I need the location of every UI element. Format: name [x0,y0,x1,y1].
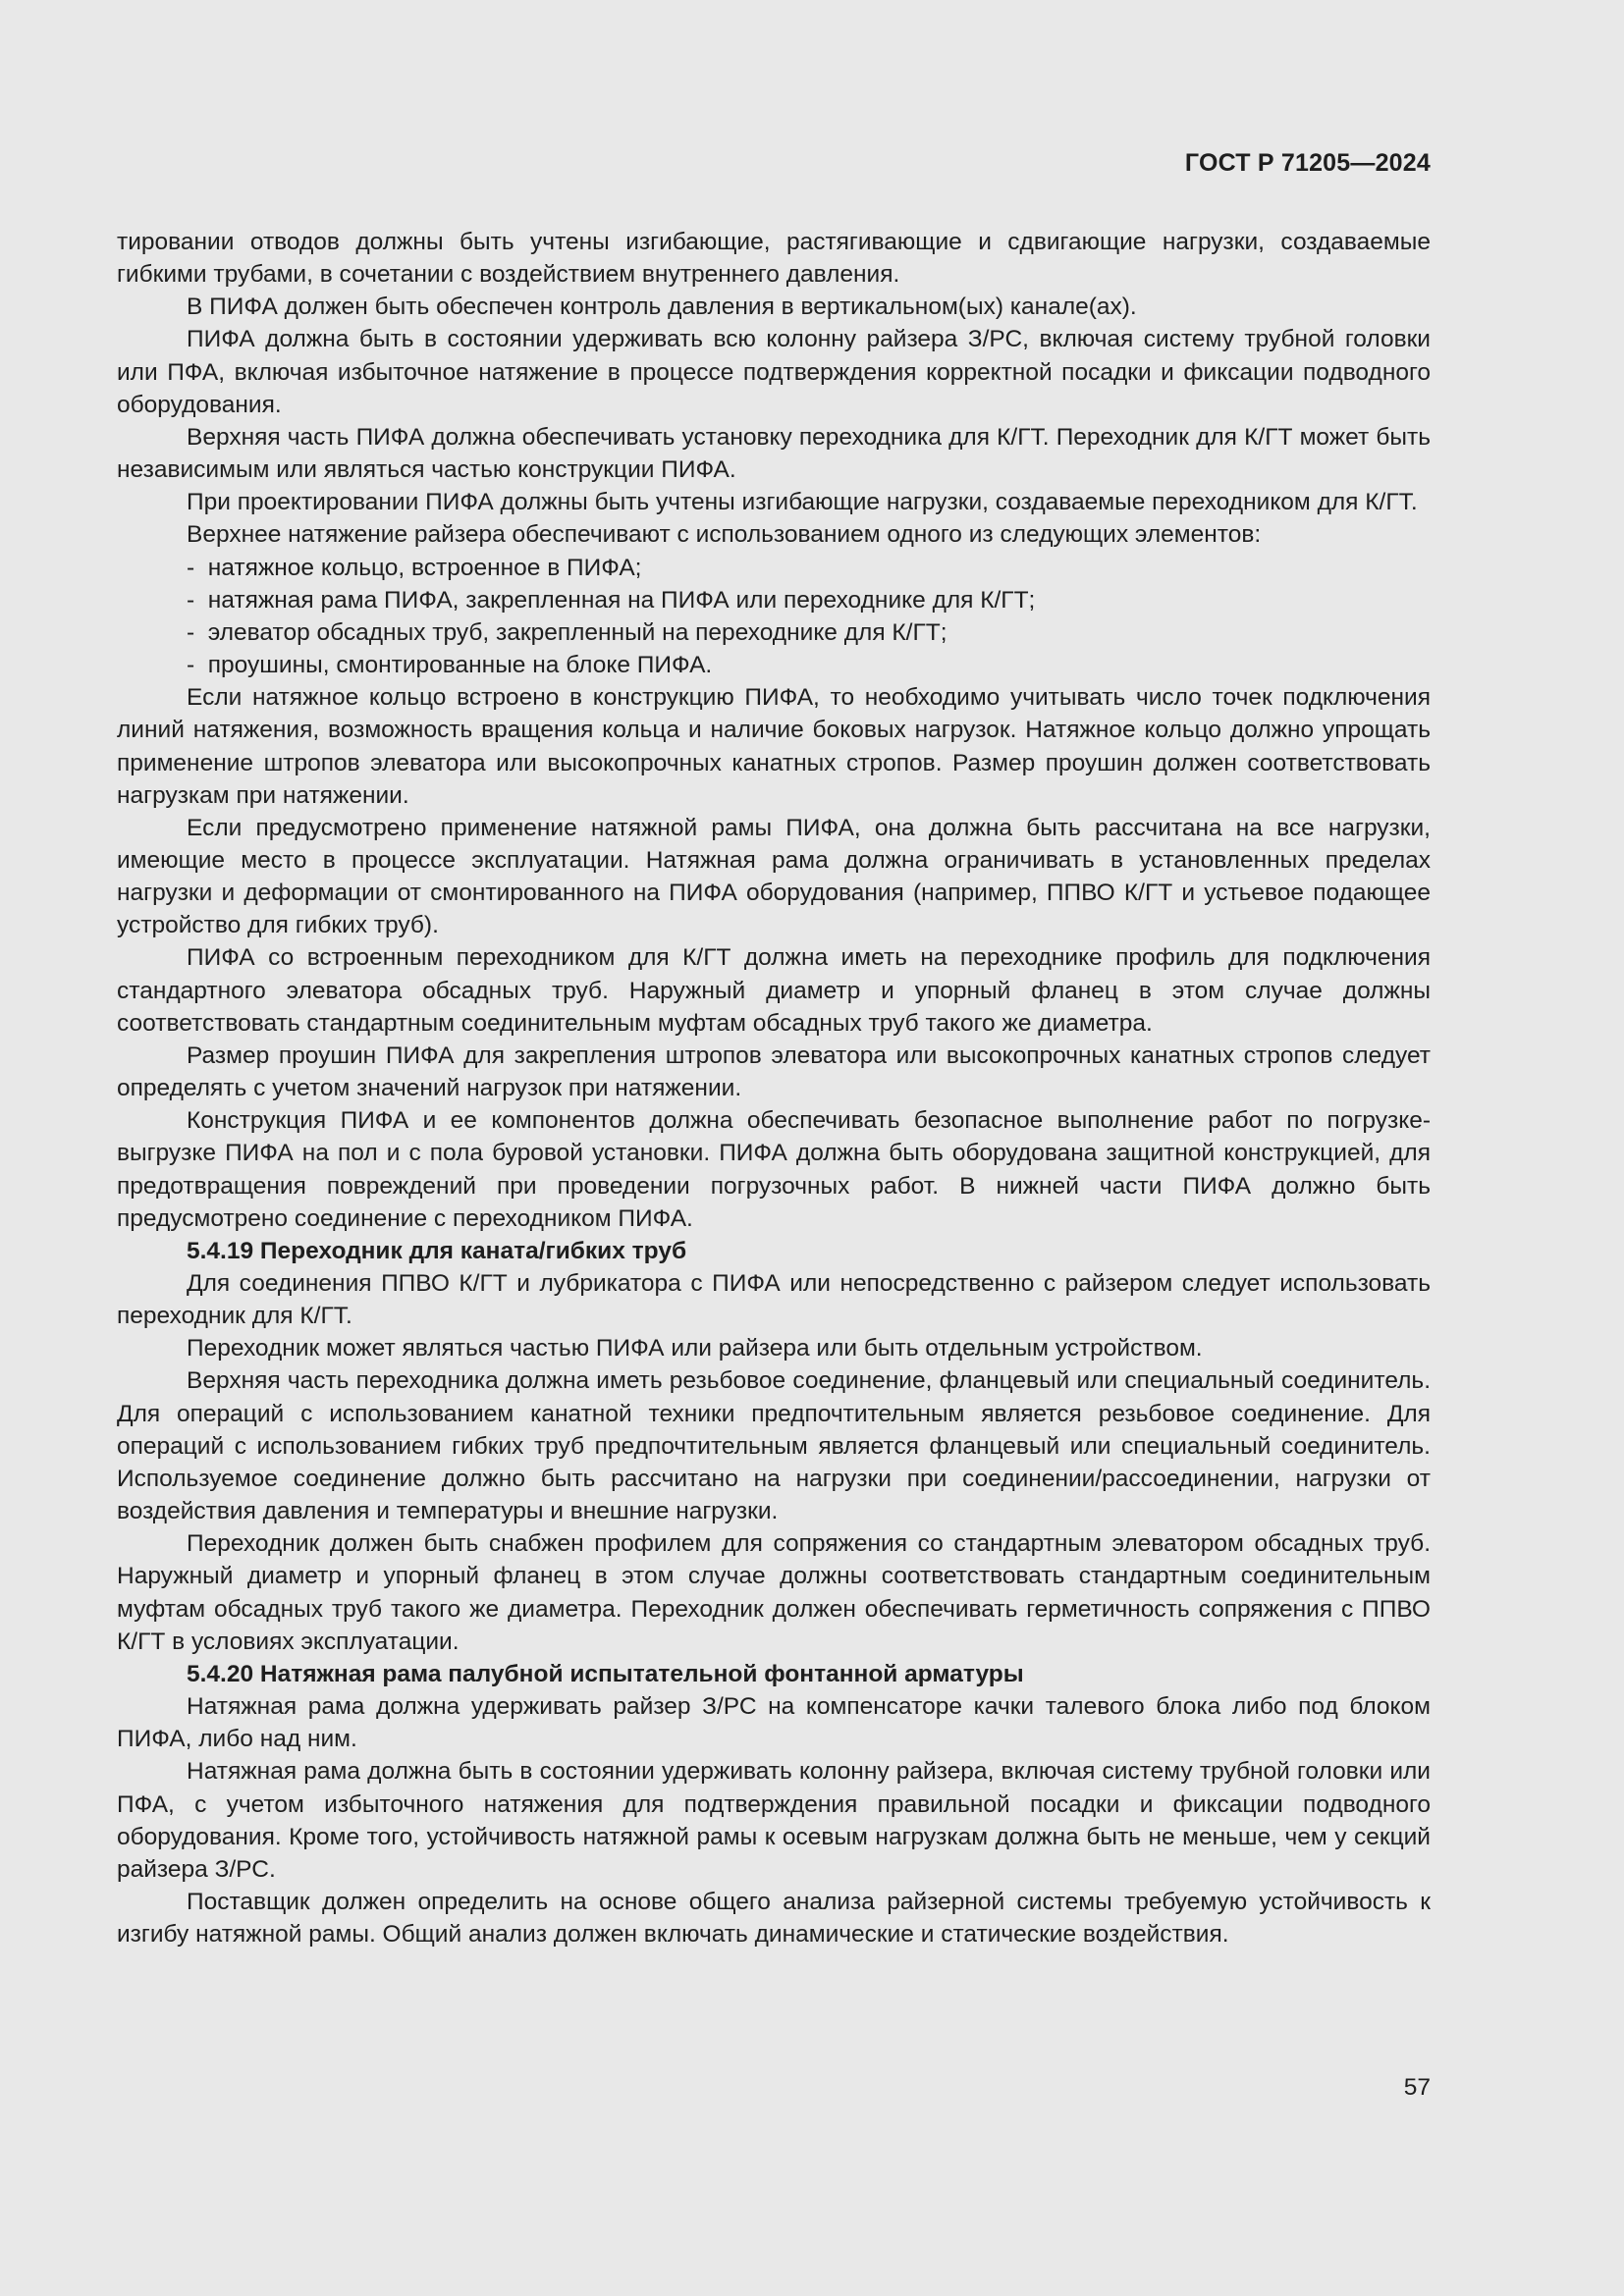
document-body [117,226,1431,1950]
paragraph: Конструкция ПИФА и ее компонентов должна обеспечивать безопасное выполнение работ по погрузке-выгрузке ПИФА на пол и с пола буровой установки. ПИФА должна быть оборудована защитной конструкцией, для предотвращения повреждений при проведении погрузочных работ. В нижней части ПИФА должно быть предусмотрено соединение с переходником ПИФА. [117,1107,1431,1232]
paragraph: Поставщик должен определить на основе общего анализа райзерной системы требуемую устойчивость к изгибу натяжной рамы. Общий анализ должен включать динамические и статические воздействия. [117,1888,1431,1949]
list-item: - натяжная рама ПИФА, закрепленная на ПИФА или переходнике для К/ГТ; [117,584,1431,616]
paragraph: Верхняя часть ПИФА должна обеспечивать установку переходника для К/ГТ. Переходник для К/ГТ может быть независимым или являться частью конструкции ПИФА. [117,423,1431,484]
paragraph: Натяжная рама должна быть в состоянии удерживать колонну райзера, включая систему трубной головки или ПФА, с учетом избыточного натяжения для подтверждения правильной посадки и фиксации подводного оборудования. Кроме того, устойчивость натяжной рамы к осевым нагрузкам должна быть не меньше, чем у секций райзера З/РС. [117,1758,1431,1883]
document-id: ГОСТ Р 71205—2024 [1184,149,1431,177]
list-item: - натяжное кольцо, встроенное в ПИФА; [117,552,1431,584]
paragraph: Если натяжное кольцо встроено в конструкцию ПИФА, то необходимо учитывать число точек подключения линий натяжения, возможность вращения кольца и наличие боковых нагрузок. Натяжное кольцо должно упрощать применение штропов элеватора или высокопрочных канатных стропов. Размер проушин должен соответствовать нагрузкам при натяжении. [117,684,1431,809]
paragraph: Верхнее натяжение райзера обеспечивают с использованием одного из следующих элементов: [187,521,1262,549]
paragraph: Переходник может являться частью ПИФА или райзера или быть отдельным устройством. [187,1335,1203,1362]
paragraph: Натяжная рама должна удерживать райзер З/РС на компенсаторе качки талевого блока либо под блоком ПИФА, либо над ним. [117,1693,1431,1753]
paragraph: Размер проушин ПИФА для закрепления штропов элеватора или высокопрочных канатных стропов следует определять с учетом значений нагрузок при натяжении. [117,1041,1431,1102]
paragraph: Верхняя часть переходника должна иметь резьбовое соединение, фланцевый или специальный соединитель. Для операций с использованием канатной техники предпочтительным является резьбовое соединение. Для операций с использованием гибких труб предпочтительным является фланцевый или специальный соединитель. Используемое соединение должно быть рассчитано на нагрузки при соединении/рассоединении, нагрузки от воздействия давления и температуры и внешние нагрузки. [117,1367,1431,1525]
list-item: - элеватор обсадных труб, закрепленный на переходнике для К/ГТ; [117,616,1431,649]
page-number: 57 [1403,2074,1431,2101]
paragraph: Для соединения ППВО К/ГТ и лубрикатора с ПИФА или непосредственно с райзером следует использовать переходник для К/ГТ. [117,1270,1431,1330]
section-heading: 5.4.19 Переходник для каната/гибких труб [187,1237,687,1264]
paragraph: ПИФА должна быть в состоянии удерживать всю колонну райзера З/РС, включая систему трубной головки или ПФА, включая избыточное натяжение в процессе подтверждения корректной посадки и фиксации подводного оборудования. [117,326,1431,418]
paragraph: ПИФА со встроенным переходником для К/ГТ должна иметь на переходнике профиль для подключения стандартного элеватора обсадных труб. Наружный диаметр и упорный фланец в этом случае должны соответствовать стандартным соединительным муфтам обсадных труб такого же диаметра. [117,944,1431,1037]
paragraph: тировании отводов должны быть учтены изгибающие, растягивающие и сдвигающие нагрузки, создаваемые гибкими трубами, в сочетании с воздействием внутреннего давления. [117,229,1431,289]
list-item: - проушины, смонтированные на блоке ПИФА. [117,649,1431,681]
section-heading: 5.4.20 Натяжная рама палубной испытательной фонтанной арматуры [187,1660,1024,1687]
paragraph: Если предусмотрено применение натяжной рамы ПИФА, она должна быть рассчитана на все нагрузки, имеющие место в процессе эксплуатации. Натяжная рама должна ограничивать в установленных пределах нагрузки и деформации от смонтированного на ПИФА оборудования (например, ППВО К/ГТ и устьевое подающее устройство для гибких труб). [117,814,1431,939]
paragraph: При проектировании ПИФА должны быть учтены изгибающие нагрузки, создаваемые переходником для К/ГТ. [187,489,1418,516]
paragraph: В ПИФА должен быть обеспечен контроль давления в вертикальном(ых) канале(ах). [187,294,1137,321]
paragraph: Переходник должен быть снабжен профилем для сопряжения со стандартным элеватором обсадных труб. Наружный диаметр и упорный фланец в этом случае должны соответствовать стандартным соединительным муфтам обсадных труб такого же диаметра. Переходник должен обеспечивать герметичность сопряжения с ППВО К/ГТ в условиях эксплуатации. [117,1530,1431,1655]
